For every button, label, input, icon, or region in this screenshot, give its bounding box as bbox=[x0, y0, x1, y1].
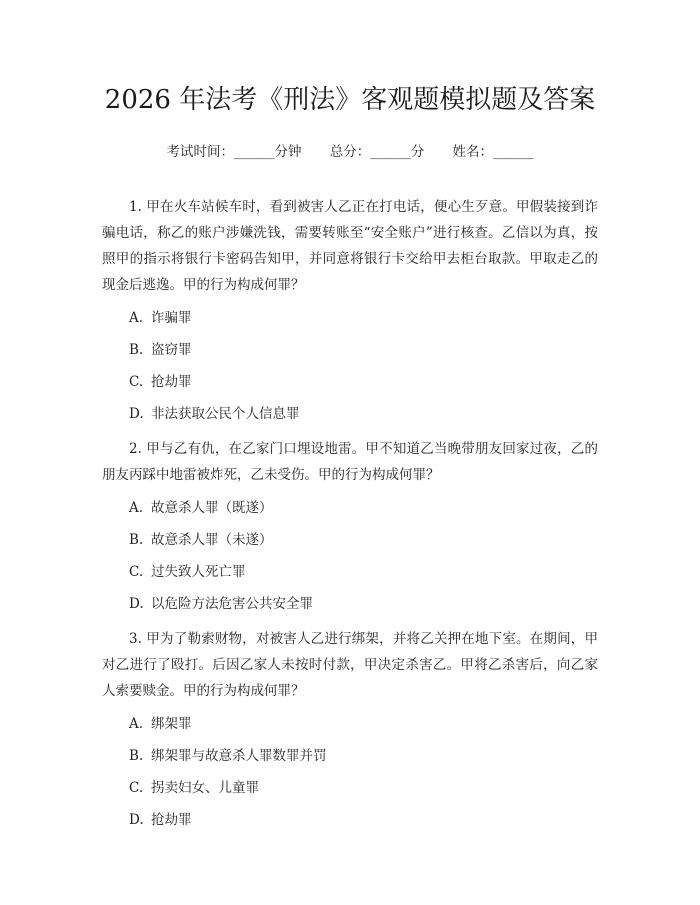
option-list bbox=[102, 714, 598, 830]
option-letter: A. bbox=[129, 716, 144, 732]
question-1 bbox=[102, 194, 598, 424]
option-a bbox=[129, 308, 598, 328]
option-c bbox=[129, 778, 598, 798]
page-title: 2026 年法考《刑法》客观题模拟题及答案 bbox=[104, 85, 596, 115]
option-text: 拐卖妇女、儿童罪 bbox=[151, 780, 259, 796]
option-text: 诈骗罪 bbox=[151, 310, 192, 326]
option-letter: C. bbox=[129, 564, 144, 580]
question-3 bbox=[102, 626, 598, 830]
option-letter: B. bbox=[129, 342, 144, 358]
option-a bbox=[129, 714, 598, 734]
option-text: 故意杀人罪（既遂） bbox=[151, 500, 273, 516]
question-stem: 3. 甲为了勒索财物，对被害人乙进行绑架，并将乙关押在地下室。在期间，甲对乙进行了殴打。后因乙家人未按时付款，甲决定杀害乙。甲将乙杀害后，向乙家人索要赎金。甲的行为构成何罪？ bbox=[102, 631, 598, 699]
option-d bbox=[129, 404, 598, 424]
exam-score: 总分：______分 bbox=[329, 144, 425, 160]
exam-time: 考试时间：______分钟 bbox=[166, 144, 302, 160]
option-letter: B. bbox=[129, 532, 144, 548]
option-letter: A. bbox=[129, 310, 144, 326]
exam-name: 姓名：______ bbox=[452, 144, 534, 160]
exam-meta bbox=[102, 142, 598, 162]
option-b bbox=[129, 340, 598, 360]
option-c bbox=[129, 562, 598, 582]
option-c bbox=[129, 372, 598, 392]
option-text: 绑架罪与故意杀人罪数罪并罚 bbox=[151, 748, 327, 764]
option-letter: C. bbox=[129, 374, 144, 390]
option-list bbox=[102, 308, 598, 424]
question-list bbox=[102, 194, 598, 830]
option-b bbox=[129, 530, 598, 550]
option-a bbox=[129, 498, 598, 518]
option-text: 绑架罪 bbox=[151, 716, 192, 732]
question-stem: 1. 甲在火车站候车时，看到被害人乙正在打电话，便心生歹意。甲假装接到诈骗电话，称乙的账户涉嫌洗钱，需要转账至“安全账户”进行核查。乙信以为真，按照甲的指示将银行卡密码告知甲，并同意将银行卡交给甲去柜台取款。甲取走乙的现金后逃逸。甲的行为构成何罪？ bbox=[102, 199, 598, 293]
option-letter: A. bbox=[129, 500, 144, 516]
option-d bbox=[129, 810, 598, 830]
option-text: 故意杀人罪（未遂） bbox=[151, 532, 273, 548]
option-text: 非法获取公民个人信息罪 bbox=[151, 406, 300, 422]
option-text: 抢劫罪 bbox=[151, 374, 192, 390]
question-stem: 2. 甲与乙有仇，在乙家门口埋设地雷。甲不知道乙当晚带朋友回家过夜，乙的朋友丙踩中地雷被炸死，乙未受伤。甲的行为构成何罪？ bbox=[102, 441, 598, 483]
option-text: 过失致人死亡罪 bbox=[151, 564, 246, 580]
option-letter: D. bbox=[129, 406, 144, 422]
question-2 bbox=[102, 436, 598, 614]
option-list bbox=[102, 498, 598, 614]
option-letter: D. bbox=[129, 596, 144, 612]
option-d bbox=[129, 594, 598, 614]
option-letter: D. bbox=[129, 812, 144, 828]
option-b bbox=[129, 746, 598, 766]
option-text: 盗窃罪 bbox=[151, 342, 192, 358]
option-letter: C. bbox=[129, 780, 144, 796]
option-text: 以危险方法危害公共安全罪 bbox=[151, 596, 313, 612]
option-text: 抢劫罪 bbox=[151, 812, 192, 828]
option-letter: B. bbox=[129, 748, 144, 764]
